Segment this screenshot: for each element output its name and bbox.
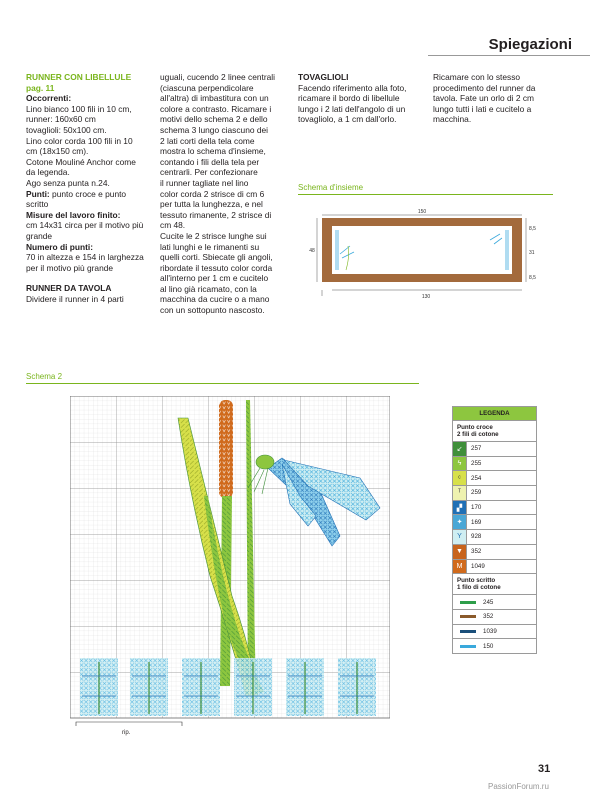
dim-bottom-label: 130	[421, 294, 431, 300]
occorrenti-line: da legenda.	[26, 167, 70, 178]
punti-label: Punti:	[26, 188, 50, 199]
column-3	[298, 72, 424, 125]
schema-insieme-diagram	[309, 204, 542, 304]
dim-right-mid-label: 31	[529, 250, 535, 256]
legend-row	[453, 470, 536, 485]
runner-tavola-line: Dividere il runner in 4 parti	[26, 293, 124, 304]
column-4	[433, 72, 559, 125]
body-line: tessuto rimanente, 2 strisce di	[160, 209, 272, 220]
dim-top-label: 150	[417, 209, 427, 215]
legend-symbol: Y	[453, 530, 467, 544]
dim-left-label: 48	[309, 248, 315, 254]
occorrenti-line: tovaglioli: 50x100 cm.	[26, 124, 107, 135]
body-line: contando i fili della tela per	[160, 156, 260, 167]
occorrenti-line: cm (18x150 cm).	[26, 146, 89, 157]
legend-code: 170	[471, 504, 482, 512]
legend-row	[453, 624, 536, 639]
legend-code: 1039	[483, 627, 497, 635]
legend-scritto-label: Punto scritto	[457, 577, 496, 585]
legend-code: 257	[471, 445, 482, 453]
page-title: Spiegazioni	[488, 36, 572, 53]
runner-center	[332, 226, 512, 274]
legend-code: 169	[471, 518, 482, 526]
legend-row	[453, 441, 536, 456]
punti-text: punto croce e punto	[49, 188, 127, 199]
title-rule	[428, 55, 590, 56]
legend-croce-header	[453, 420, 536, 441]
body-line: quelli corti. Sbiecate gli angoli,	[160, 252, 273, 263]
page-number: 31	[538, 763, 551, 775]
legend-code: 352	[483, 613, 494, 621]
legend-row	[453, 544, 536, 559]
body-line: lati lunghi e le rimanenti su	[160, 241, 260, 252]
body-line: al lino già ricamato, con la	[160, 283, 257, 294]
body-line: uguali, cucendo 2 linee centrali	[160, 72, 276, 82]
legend-croce-sublabel: 2 fili di cotone	[457, 431, 499, 438]
body-line: ribordate il tessuto color corda	[160, 262, 273, 273]
body-line: lungo i 2 lati dell'angolo di un	[298, 103, 406, 114]
legend-row	[453, 559, 536, 574]
column-1	[26, 72, 150, 304]
body-line: Ricamare con lo stesso	[433, 72, 521, 82]
numero-line: 70 in altezza e 154 in larghezza	[26, 252, 144, 263]
occorrenti-label: Occorrenti:	[26, 93, 72, 104]
occorrenti-line: Lino bianco 100 fili in 10 cm,	[26, 103, 132, 114]
body-line: 2 lati corti della tela come	[160, 135, 255, 146]
legend-row	[453, 500, 536, 515]
section-title-runner-libellule: RUNNER CON LIBELLULE	[26, 72, 132, 82]
body-line: schema 3 lungo ciascuno dei	[160, 124, 269, 135]
body-line: macchina da cucire o a mano	[160, 294, 270, 305]
legend-code: 254	[471, 474, 482, 482]
legend-line-swatch	[460, 645, 476, 648]
legend-row	[453, 609, 536, 624]
legend-symbol: ▞	[453, 501, 467, 515]
cattail-head	[219, 400, 233, 498]
body-line: Facendo riferimento alla foto,	[298, 82, 407, 93]
schema-2-rule	[26, 383, 419, 384]
legend-scritto-sublabel: 1 filo di cotone	[457, 584, 501, 592]
body-line: mostra lo schema d'insieme,	[160, 146, 266, 157]
legend-title: LEGENDA	[453, 407, 536, 420]
dim-right-bottom-label: 8,5	[529, 275, 536, 281]
schema-insieme-rule	[298, 194, 553, 195]
body-line: ricamare il bordo di libellule	[298, 93, 400, 104]
legend-row	[453, 514, 536, 529]
legend-symbol: M	[453, 560, 467, 574]
occorrenti-line: Lino color corda 100 fili in 10	[26, 135, 133, 146]
body-line: Cucite le 2 strisce lunghe sui	[160, 230, 267, 241]
legend-scritto-header	[453, 573, 536, 594]
numero-line: per il motivo più grande	[26, 262, 114, 273]
legend-code: 1049	[471, 562, 485, 570]
legend-code: 245	[483, 598, 494, 606]
punti-line-2: scritto	[26, 199, 49, 210]
dim-right-top-label: 8,5	[529, 226, 536, 232]
legend-code: 150	[483, 642, 494, 650]
repeat-label: rip.	[122, 730, 131, 736]
body-line: all'altra) di imbastitura con un	[160, 93, 269, 104]
body-line: tavola. Fate un orlo di 2 cm	[433, 93, 535, 104]
legend-symbol: ϟ	[453, 457, 467, 471]
legend	[452, 406, 537, 654]
body-line: cm 48.	[160, 220, 186, 231]
body-line: colore a contrasto. Ricamare i	[160, 103, 272, 114]
legend-row	[453, 456, 536, 471]
legend-row	[453, 638, 536, 653]
occorrenti-line: runner: 160x60 cm	[26, 114, 96, 125]
occorrenti-line: Ago senza punta n.24.	[26, 177, 110, 188]
misure-line: grande	[26, 230, 53, 241]
body-line: macchina.	[433, 114, 472, 125]
legend-code: 352	[471, 548, 482, 556]
legend-code: 259	[471, 489, 482, 497]
column-2	[160, 72, 286, 316]
legend-croce-label: Punto croce	[457, 424, 493, 431]
misure-label: Misure del lavoro finito:	[26, 209, 121, 220]
misure-line: cm 14x31 circa per il motivo più	[26, 220, 144, 231]
legend-row	[453, 485, 536, 500]
schema-2-label: Schema 2	[26, 372, 63, 381]
legend-symbol: ᵀ	[453, 486, 467, 500]
body-line: motivi dello schema 2 e dello	[160, 114, 268, 125]
legend-symbol: ↙	[453, 442, 467, 456]
legend-row	[453, 529, 536, 544]
schema-insieme-label: Schema d'insieme	[298, 183, 364, 192]
body-line: color corda 2 strisce di cm 6	[160, 188, 265, 199]
occorrenti-line: Cotone Mouliné Anchor come	[26, 156, 136, 167]
legend-line-swatch	[460, 630, 476, 633]
repeat-bracket	[76, 722, 182, 726]
punti-line	[26, 189, 150, 200]
body-line: all'interno per 1 cm e cucitelo	[160, 273, 269, 284]
body-line: centrarli. Per confezionare	[160, 167, 258, 178]
body-line: tovagliolo, a 1 cm dall'orlo.	[298, 114, 397, 125]
body-line: (ciascuna perpendicolare	[160, 82, 254, 93]
body-line: per tutta la lunghezza, e nel	[160, 199, 263, 210]
legend-symbol: ᶜ	[453, 471, 467, 485]
legend-symbol: ✦	[453, 515, 467, 529]
page-reference: pag. 11	[26, 82, 55, 93]
legend-code: 928	[471, 533, 482, 541]
legend-line-swatch	[460, 615, 476, 618]
body-line: lungo tutti i lati e cucitelo a	[433, 103, 532, 114]
body-line: il runner tagliate nel lino	[160, 177, 249, 188]
body-line: con un sottopunto nascosto.	[160, 305, 265, 316]
legend-code: 255	[471, 460, 482, 468]
schema-2-chart	[70, 396, 390, 726]
watermark: PassionForum.ru	[488, 782, 549, 791]
section-title-tovaglioli: TOVAGLIOLI	[298, 72, 349, 82]
legend-line-swatch	[460, 601, 476, 604]
legend-symbol: ▼	[453, 545, 467, 559]
body-line: procedimento del runner da	[433, 82, 536, 93]
legend-row	[453, 594, 536, 609]
section-title-runner-tavola: RUNNER DA TAVOLA	[26, 283, 112, 294]
numero-label: Numero di punti:	[26, 241, 93, 252]
